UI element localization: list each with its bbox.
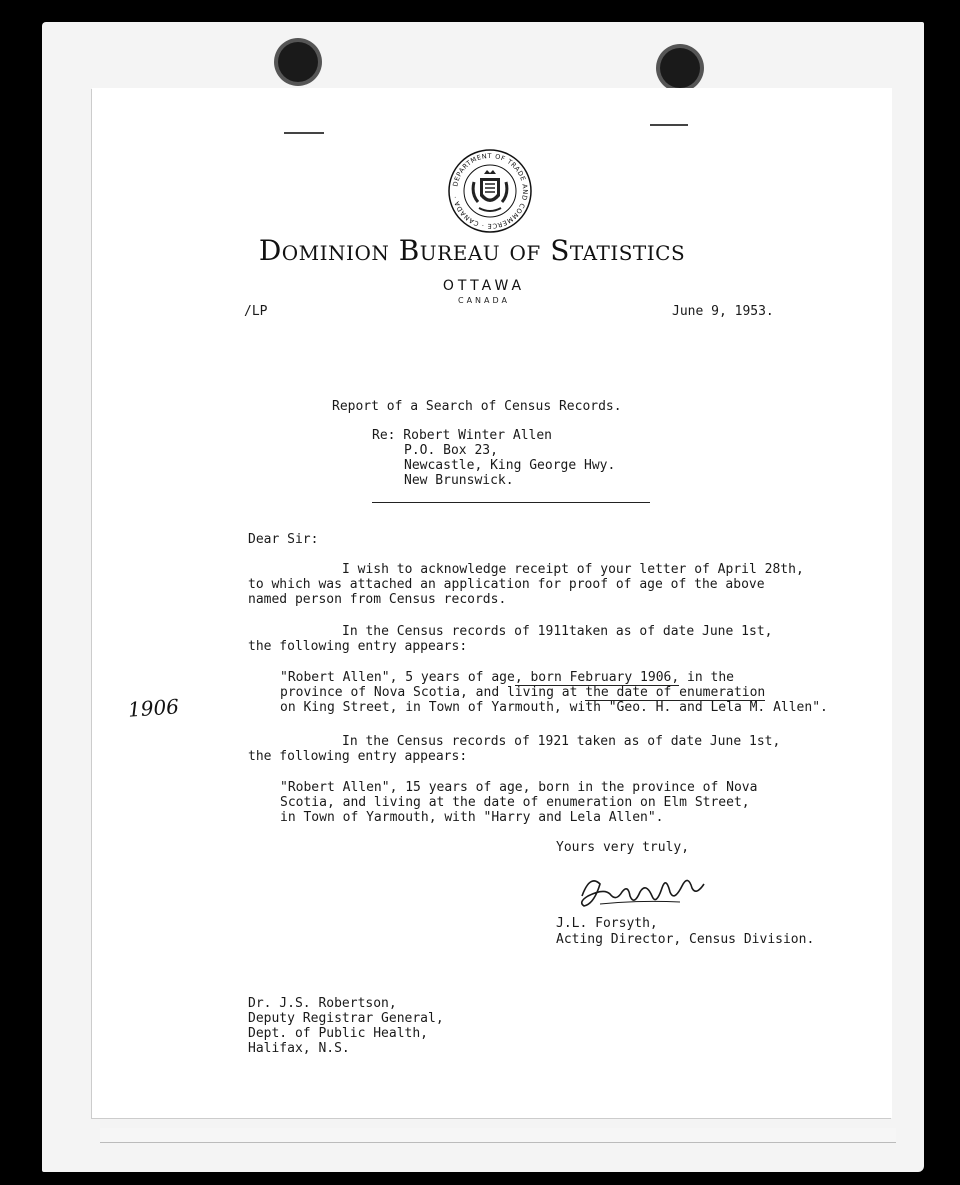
handwritten-margin-note: 1906: [127, 694, 180, 722]
letter-page: [92, 88, 892, 1118]
census-entry-1921: in Town of Yarmouth, with "Harry and Lela Allen".: [280, 810, 664, 825]
paragraph-line: the following entry appears:: [248, 749, 468, 764]
signer-name: J.L. Forsyth,: [556, 916, 658, 931]
subject-divider: [372, 502, 650, 503]
staple-mark: [284, 132, 324, 134]
entry-text: in the: [679, 670, 734, 685]
staple-mark: [650, 124, 688, 126]
underlined-enumeration: the date of enumeration: [585, 685, 766, 700]
re-line: Re: Robert Winter Allen: [372, 428, 553, 443]
emblem-ring-text: DEPARTMENT OF TRADE AND COMMERCE · CANADA ·: [451, 151, 530, 231]
re-address-line: Newcastle, King George Hwy.: [404, 458, 616, 473]
paragraph-line: I wish to acknowledge receipt of your letter of April 28th,: [342, 562, 804, 577]
salutation: Dear Sir:: [248, 532, 319, 547]
letterhead-city: OTTAWA: [442, 278, 526, 294]
reference-code: /LP: [244, 304, 268, 319]
census-entry-1911: on King Street, in Town of Yarmouth, with "Geo. H. and Lela M. Allen".: [280, 700, 828, 715]
paragraph-line: to which was attached an application for proof of age of the above: [248, 577, 765, 592]
re-address-line: P.O. Box 23,: [404, 443, 498, 458]
closing: Yours very truly,: [556, 840, 690, 855]
subject-line: Report of a Search of Census Records.: [332, 399, 622, 414]
letterhead-title: Dominion Bureau of Statistics: [258, 234, 686, 267]
signer-title: Acting Director, Census Division.: [556, 932, 815, 947]
census-entry-1911: [280, 670, 734, 685]
backing-page-edge: [100, 1128, 896, 1143]
underlined-birth-date: , born February 1906,: [514, 670, 680, 685]
recipient-line: Deputy Registrar General,: [248, 1011, 444, 1026]
re-address-line: New Brunswick.: [404, 473, 514, 488]
census-entry-1921: Scotia, and living at the date of enumeration on Elm Street,: [280, 795, 750, 810]
letter-date: June 9, 1953.: [672, 304, 774, 319]
punch-hole-right: [660, 48, 700, 88]
punch-hole-left: [278, 42, 318, 82]
recipient-line: Dr. J.S. Robertson,: [248, 996, 397, 1011]
entry-text: "Robert Allen", 5 years of age: [280, 670, 515, 685]
coat-of-arms-emblem: [447, 148, 533, 234]
paragraph-line: In the Census records of 1921 taken as of date June 1st,: [342, 734, 781, 749]
paragraph-line: the following entry appears:: [248, 639, 468, 654]
letterhead-country: CANADA: [457, 296, 510, 305]
paragraph-line: In the Census records of 1911taken as of date June 1st,: [342, 624, 773, 639]
paragraph-line: named person from Census records.: [248, 592, 507, 607]
census-entry-1911: [280, 685, 765, 700]
recipient-line: Halifax, N.S.: [248, 1041, 350, 1056]
census-entry-1921: "Robert Allen", 15 years of age, born in the province of Nova: [280, 780, 758, 795]
recipient-line: Dept. of Public Health,: [248, 1026, 429, 1041]
handwritten-signature: [570, 866, 720, 916]
entry-text: province of Nova Scotia, and living at: [280, 685, 586, 700]
